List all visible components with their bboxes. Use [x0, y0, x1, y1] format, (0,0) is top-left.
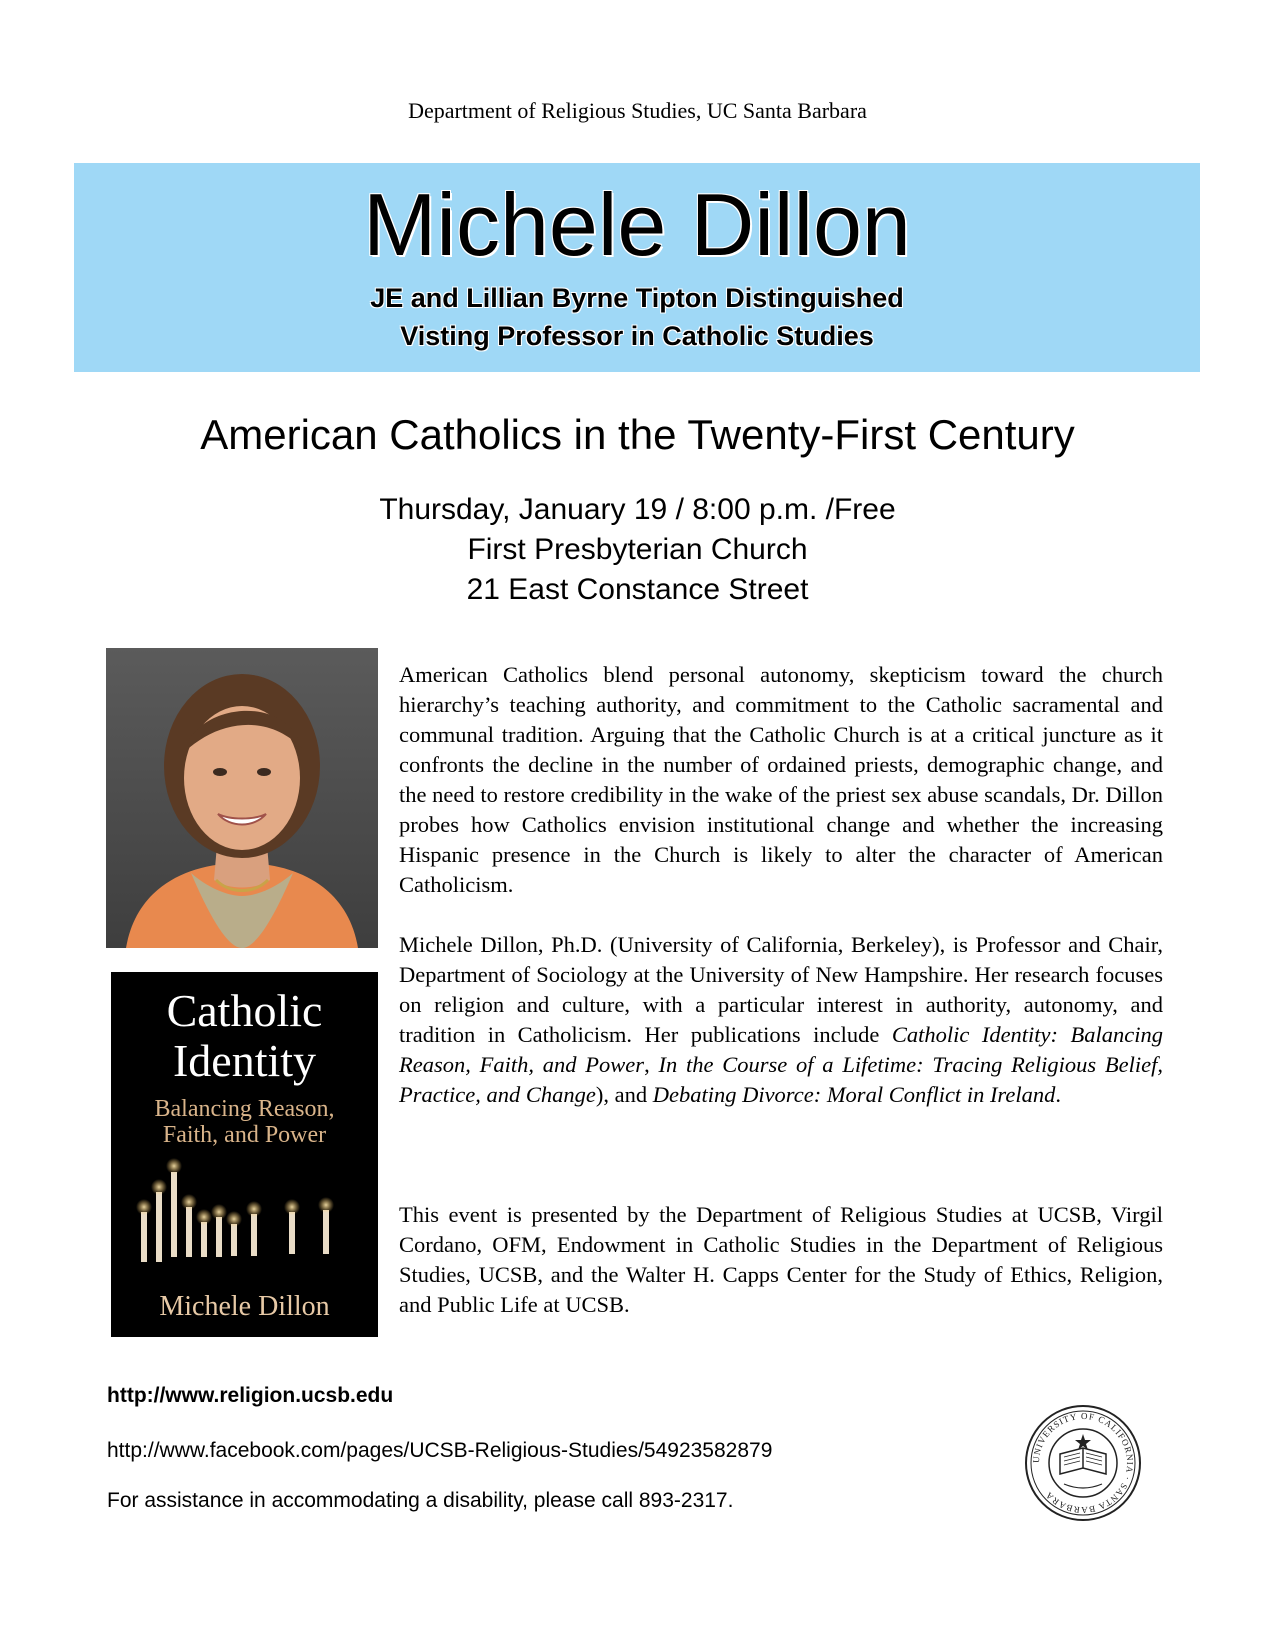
speaker-title [74, 279, 1200, 355]
book-cover-subtitle [111, 1096, 378, 1148]
book-cover-author: Michele Dillon [159, 1291, 330, 1322]
speaker-bio-separator-2: ), and [595, 1082, 653, 1107]
speaker-title-line1: JE and Lillian Byrne Tipton Distinguished [370, 283, 904, 313]
event-details [0, 490, 1275, 610]
speaker-bio-end: . [1055, 1082, 1061, 1107]
uc-seal-icon [1024, 1404, 1142, 1522]
speaker-bio-lead: Michele Dillon, Ph.D. (University of California, Berkeley), is Professor and Chair, Department of Sociology at the University of New Hampshire. Her research focuses on religion and culture, with a particular interest in authority, autonomy, and tradition in Catholicism. Her publications include [399, 932, 1163, 1047]
sponsors-note: This event is presented by the Department of Religious Studies at UCSB, Virgil Cordano, OFM, Endowment in Catholic Studies in the Department of Religious Studies, UCSB, and the Walter H. Capps Center for the Study of Ethics, Religion, and Public Life at UCSB. [399, 1202, 1163, 1317]
book-cover-subtitle-line2: Faith, and Power [162, 1122, 327, 1148]
event-datetime: Thursday, January 19 / 8:00 p.m. /Free [379, 493, 896, 526]
book-cover [111, 972, 378, 1337]
book-cover-subtitle-line1: Balancing Reason, [154, 1096, 335, 1122]
website-link[interactable]: http://www.religion.ucsb.edu [107, 1384, 394, 1407]
book-cover-title-line2: Identity [172, 1035, 317, 1086]
uc-seal-graphic [1024, 1404, 1142, 1522]
speaker-title-line2: Visting Professor in Catholic Studies [400, 321, 874, 351]
event-description: American Catholics blend personal autonomy, skepticism toward the church hierarchy’s teaching authority, and commitment to the Catholic sacramental and communal tradition. Arguing that the Catholic Church is at a critical juncture as it confronts the decline in the number of ordained priests, demographic change, and the need to restore credibility in the wake of the priest sex abuse scandals, Dr. Dillon probes how Catholics envision institutional change and whether the increasing Hispanic presence in the Church is likely to alter the character of American Catholicism. [399, 662, 1163, 897]
candles-illustration [111, 1152, 378, 1282]
book-cover-title-line1: Catholic [166, 985, 323, 1036]
department-header: Department of Religious Studies, UC Santa Barbara [408, 98, 867, 123]
event-address: 21 East Constance Street [466, 573, 809, 606]
speaker-photo-illustration [106, 648, 378, 948]
uc-seal-text: UNIVERSITY OF CALIFORNIA · SANTA BARBARA [1030, 1410, 1136, 1516]
facebook-link[interactable]: http://www.facebook.com/pages/UCSB-Religious-Studies/54923582879 [107, 1439, 773, 1462]
accessibility-note: For assistance in accommodating a disability, please call 893-2317. [107, 1489, 734, 1512]
speaker-photo [106, 648, 378, 948]
book-cover-title [111, 986, 378, 1086]
speaker-bio-separator-1: , [644, 1052, 659, 1077]
event-title: American Catholics in the Twenty-First Century [200, 411, 1075, 458]
event-venue: First Presbyterian Church [467, 533, 808, 566]
speaker-bio [399, 930, 1163, 1110]
publication-1: Catholic Identity: Balancing Reason, Faith, and Power [399, 1022, 1163, 1077]
speaker-banner [74, 163, 1200, 372]
publication-3: Debating Divorce: Moral Conflict in Ireland [652, 1082, 1056, 1107]
speaker-name: Michele Dillon [363, 175, 911, 274]
publication-2: In the Course of a Lifetime: Tracing Religious Belief, Practice, and Change [399, 1052, 1163, 1107]
